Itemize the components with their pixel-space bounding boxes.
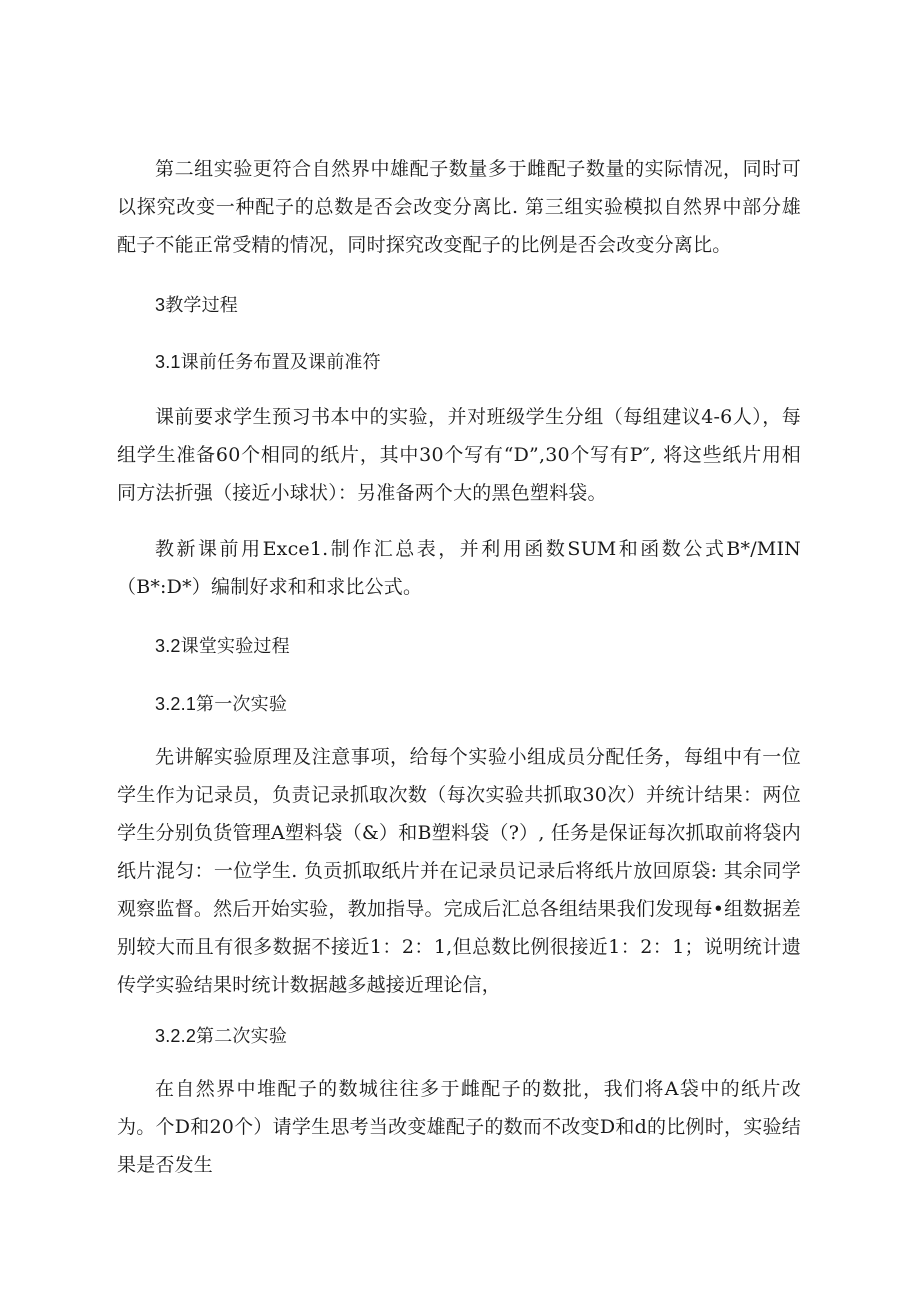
section-heading-teaching-process: 3教学过程 (155, 295, 239, 315)
subsection-heading-class-experiment: 3.2课堂实验过程 (155, 636, 290, 656)
subsection-heading-preclass-tasks: 3.1课前任务布置及课前准符 (155, 352, 381, 372)
subsubsection-heading-second-experiment: 3.2.2第二次实验 (155, 1026, 288, 1046)
paragraph-group-comparison: 第二组实验更符合自然界中雄配子数量多于雌配子数量的实际情况，同时可以探究改变一种配子的总数是否会改变分离比. 第三组实验模拟自然界中部分雄配子不能正常受精的情况，同时探究改变配子的比例是否会改变分离比。 (117, 158, 801, 256)
paragraph-excel-setup: 教新课前用Exce1.制作汇总表，并利用函数SUM和函数公式B*/MIN（B*:D*）编制好求和和求比公式。 (117, 538, 801, 598)
subsubsection-heading-first-experiment: 3.2.1第一次实验 (155, 694, 288, 714)
paragraph-first-experiment: 先讲解实验原理及注意事项，给每个实验小组成员分配任务，每组中有一位学生作为记录员，负责记录抓取次数（每次实验共抓取30次）并统计结果：两位学生分别负货管理A塑料袋（&）和B塑料袋（?）, 任务是保证每次抓取前将袋内纸片混匀：一位学生. 负贡抓取纸片并在记录员记录后将纸片放回原袋: 其余同学观察监督。然后开始实验，教加指导。完成后汇总各组结果我们发现每•组数据差别较大而且有很多数据不接近1：2：1,但总数比例很接近1：2：1；说明统计遗传学实验结果时统计数据越多越接近理论信， (117, 746, 801, 996)
paragraph-second-experiment: 在自然界中堆配子的数城往往多于雌配子的数批，我们将A袋中的纸片改为。个D和20个）请学生思考当改变雄配子的数而不改变D和d的比例时，实验结果是否发生 (117, 1078, 801, 1176)
paragraph-preclass-preparation: 课前要求学生预习书本中的实验，并对班级学生分组（每组建议4-6人），每组学生准备60个相同的纸片，其中30个写有“D”,30个写有P″, 将这些纸片用相同方法折强（接近小球状）：另准备两个大的黑色塑料袋。 (117, 406, 801, 504)
